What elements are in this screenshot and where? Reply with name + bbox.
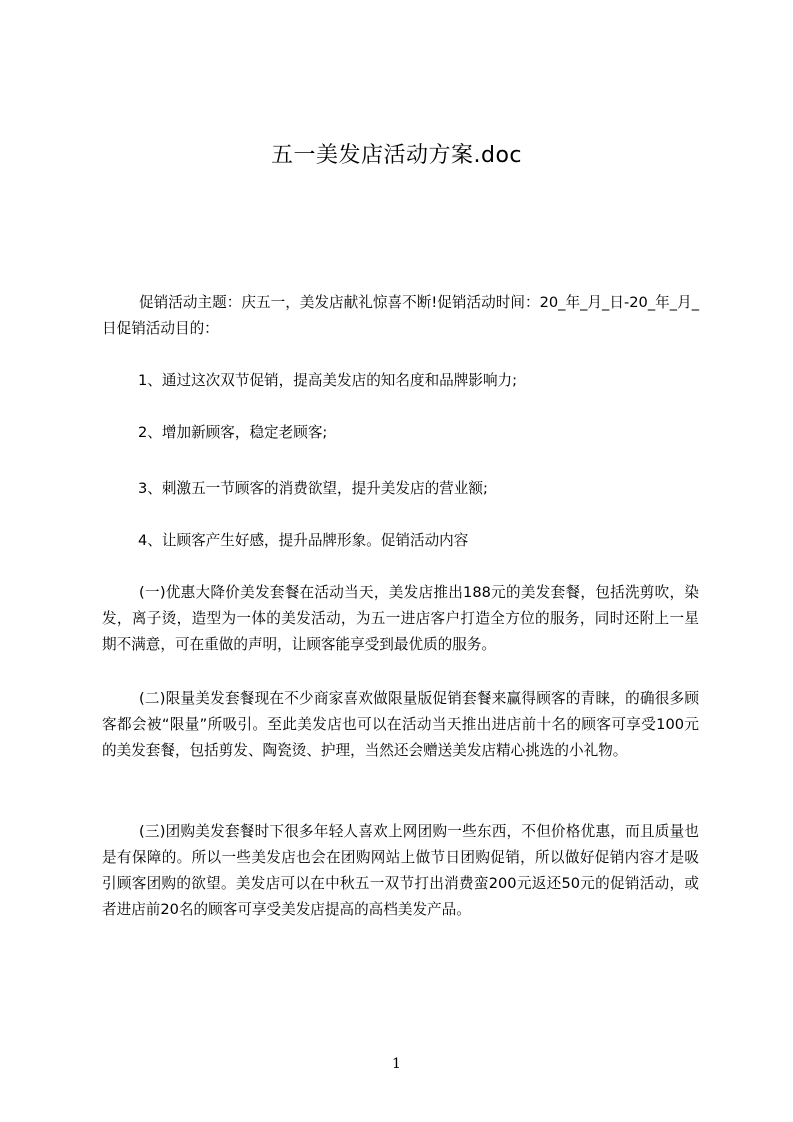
document-title: 五一美发店活动方案.doc bbox=[270, 143, 522, 168]
paragraph-content-2: (二)限量美发套餐现在不少商家喜欢做限量版促销套餐来赢得顾客的青睐，的确很多顾客都会被“限量”所吸引。至此美发店也可以在活动当天推出进店前十名的顾客可享受100元的美发套餐，包括剪发、陶瓷烫、护理，当然还会赠送美发店精心挑选的小礼物。 bbox=[102, 690, 699, 759]
paragraph-goal-1: 1、通过这次双节促销，提高美发店的知名度和品牌影响力; bbox=[138, 372, 518, 389]
paragraph-theme: 促销活动主题：庆五一，美发店献礼惊喜不断!促销活动时间：20_年_月_日-20_年_月_日促销活动目的： bbox=[102, 294, 699, 337]
page-number: 1 bbox=[392, 1056, 401, 1072]
paragraph-content-3: (三)团购美发套餐时下很多年轻人喜欢上网团购一些东西，不但价格优惠，而且质量也是有保障的。所以一些美发店也会在团购网站上做节日团购促销，所以做好促销内容才是吸引顾客团购的欲望。美发店可以在中秋五一双节打出消费蛮200元返还50元的促销活动，或者进店前20名的顾客可享受美发店提高的高档美发产品。 bbox=[102, 823, 699, 918]
paragraph-content-1: (一)优惠大降价美发套餐在活动当天，美发店推出188元的美发套餐，包括洗剪吹，染发，离子烫，造型为一体的美发活动，为五一进店客户打造全方位的服务，同时还附上一星期不满意，可在重做的声明，让顾客能享受到最优质的服务。 bbox=[102, 584, 699, 653]
paragraph-goal-4: 4、让顾客产生好感，提升品牌形象。促销活动内容 bbox=[138, 532, 469, 549]
paragraph-goal-3: 3、刺激五一节顾客的消费欲望，提升美发店的营业额; bbox=[138, 480, 488, 497]
paragraph-goal-2: 2、增加新顾客，稳定老顾客; bbox=[138, 424, 328, 441]
